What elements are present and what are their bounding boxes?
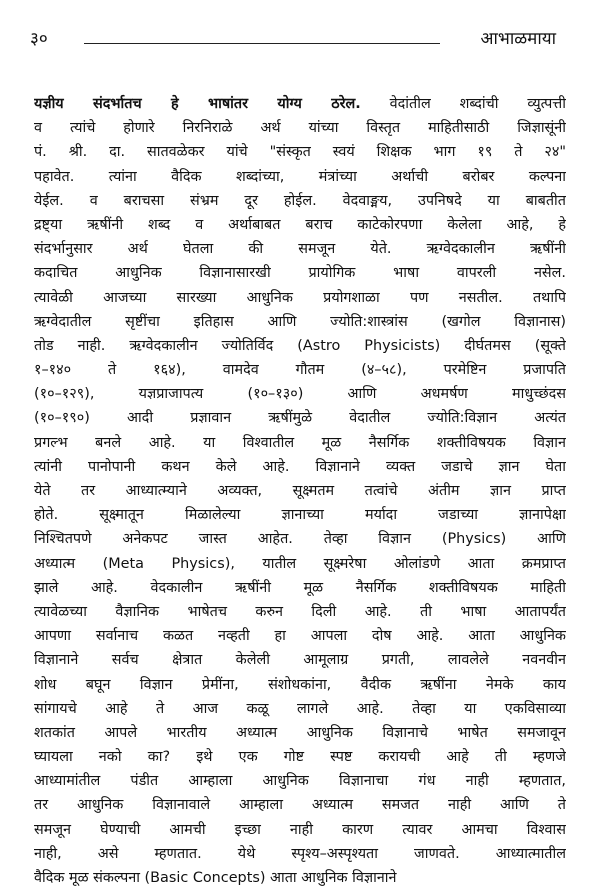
text-line: समजून घेण्याची आमची इच्छा नाही कारण त्यावर आमचा विश्वास	[34, 821, 566, 838]
body-paragraph	[34, 92, 566, 890]
text-line: येईल. व बराचसा संभ्रम दूर होईल. वेदवाङ्मय, उपनिषदे या बाबतीत	[34, 192, 566, 209]
text-line: व त्यांचे होणारे निरनिराळे अर्थ यांच्या विस्तृत माहितीसाठी जिज्ञासूंनी	[34, 120, 566, 137]
text-line	[34, 92, 566, 116]
text-line: निश्चितपणे अनेकपट जास्त आहेत. तेव्हा विज्ञान (Physics) आणि	[34, 531, 566, 548]
text-line: त्यावेळच्या वैज्ञानिक भाषेतच करुन दिली आहे. ती भाषा आतापर्यंत	[34, 603, 566, 620]
text-line: १–१४० ते १६४), वामदेव गौतम (४–५८), परमेष्टिन प्रजापति	[34, 362, 566, 379]
text-line: होते. सूक्ष्मातून मिळालेल्या ज्ञानाच्या मर्यादा जडाच्या ज्ञानापेक्षा	[34, 507, 566, 524]
text-line: आपणा सर्वानाच कळत नव्हती हा आपला दोष आहे. आता आधुनिक	[34, 628, 566, 645]
text-line: त्यावेळी आजच्या सारख्या आधुनिक प्रयोगशाळा पण नसतील. तथापि	[34, 289, 566, 306]
text-line: पहावेत. त्यांना वैदिक शब्दांच्या, मंत्रांच्या अर्थाची बरोबर कल्पना	[34, 168, 566, 185]
text-line: झाले आहे. वेदकालीन ऋषींनी मूळ नैसर्गिक शक्तीविषयक माहिती	[34, 579, 566, 596]
text-line: तर आधुनिक विज्ञानावाले आम्हाला अध्यात्म समजत नाही आणि ते	[34, 797, 566, 814]
text-line: अध्यात्म (Meta Physics), यातील सूक्ष्मरेषा ओलांडणे आता क्रमप्राप्त	[34, 555, 566, 572]
text-line: ऋग्वेदातील सृष्टींचा इतिहास आणि ज्योति:शास्त्रांस (खगोल विज्ञानास)	[34, 313, 566, 330]
text-line: संदर्भानुसार अर्थ घेतला की समजून येते. ऋग्वेदकालीन ऋषींनी	[34, 241, 566, 258]
text-line: तोड नाही. ऋग्वेदकालीन ज्योतिर्विद (Astro Physicists) दीर्घतमस (सूक्ते	[34, 337, 566, 354]
text-line: द्रष्ट्या ऋषींनी शब्द व अर्थाबाबत बराच काटेकोरपणा केलेला आहे, हे	[34, 216, 566, 233]
text-line: कदाचित आधुनिक विज्ञानासारखी प्रायोगिक भाषा वापरली नसेल.	[34, 265, 566, 282]
page-number: ३०	[30, 29, 48, 49]
page-header	[28, 28, 556, 54]
text-line: शोध बघून विज्ञान प्रेमींना, संशोधकांना, वैदीक ऋषींना नेमके काय	[34, 676, 566, 693]
text-line: शतकांत आपले भारतीय अध्यात्म आधुनिक विज्ञानाचे भाषेत समजावून	[34, 724, 566, 741]
text-line: घ्यायला नको का? इथे एक गोष्ट स्पष्ट करायची आहे ती म्हणजे	[34, 749, 566, 766]
text-line: प्रगल्भ बनले आहे. या विश्वातील मूळ नैसर्गिक शक्तीविषयक विज्ञान	[34, 434, 566, 451]
text-line: आध्यामांतील पंडीत आम्हाला आधुनिक विज्ञानाचा गंध नाही म्हणतात,	[34, 773, 566, 790]
text-line: त्यांनी पानोपानी कथन केले आहे. विज्ञानाने व्यक्त जडाचे ज्ञान घेता	[34, 458, 566, 475]
bold-lead-sentence: यज्ञीय संदर्भातच हे भाषांतर योग्य ठरेल.	[34, 96, 361, 112]
text-line: वैदिक मूळ संकल्पना (Basic Concepts) आता आधुनिक विज्ञानाने	[34, 870, 397, 886]
text-line: (१०–१९०) आदी प्रज्ञावान ऋषींमुळे वेदातील ज्योति:विज्ञान अत्यंत	[34, 410, 566, 427]
text-line: नाही, असे म्हणतात. येथे स्पृश्य–अस्पृश्यता जाणवते. आध्यात्मातील	[34, 845, 566, 862]
text-line: सांगायचे आहे ते आज कळू लागले आहे. तेव्हा या एकविसाव्या	[34, 700, 566, 717]
header-rule	[84, 43, 440, 44]
text-line: पं. श्री. दा. सातवळेकर यांचे "संस्कृत स्वयं शिक्षक भाग १९ ते २४"	[34, 144, 566, 161]
text-line-rest: वेदांतील शब्दांची व्युत्पत्ती	[360, 96, 566, 112]
book-title: आभाळमाया	[480, 29, 556, 49]
text-line: (१०–१२९), यज्ञप्राजापत्य (१०–१३०) आणि अधमर्षण माधुच्छंदस	[34, 386, 566, 403]
text-line: येते तर आध्यात्म्याने अव्यक्त, सूक्ष्मतम तत्वांचे अंतीम ज्ञान प्राप्त	[34, 483, 566, 499]
text-line: विज्ञानाने सर्वच क्षेत्रात केलेली आमूलाग्र प्रगती, लावलेले नवनवीन	[34, 652, 566, 669]
